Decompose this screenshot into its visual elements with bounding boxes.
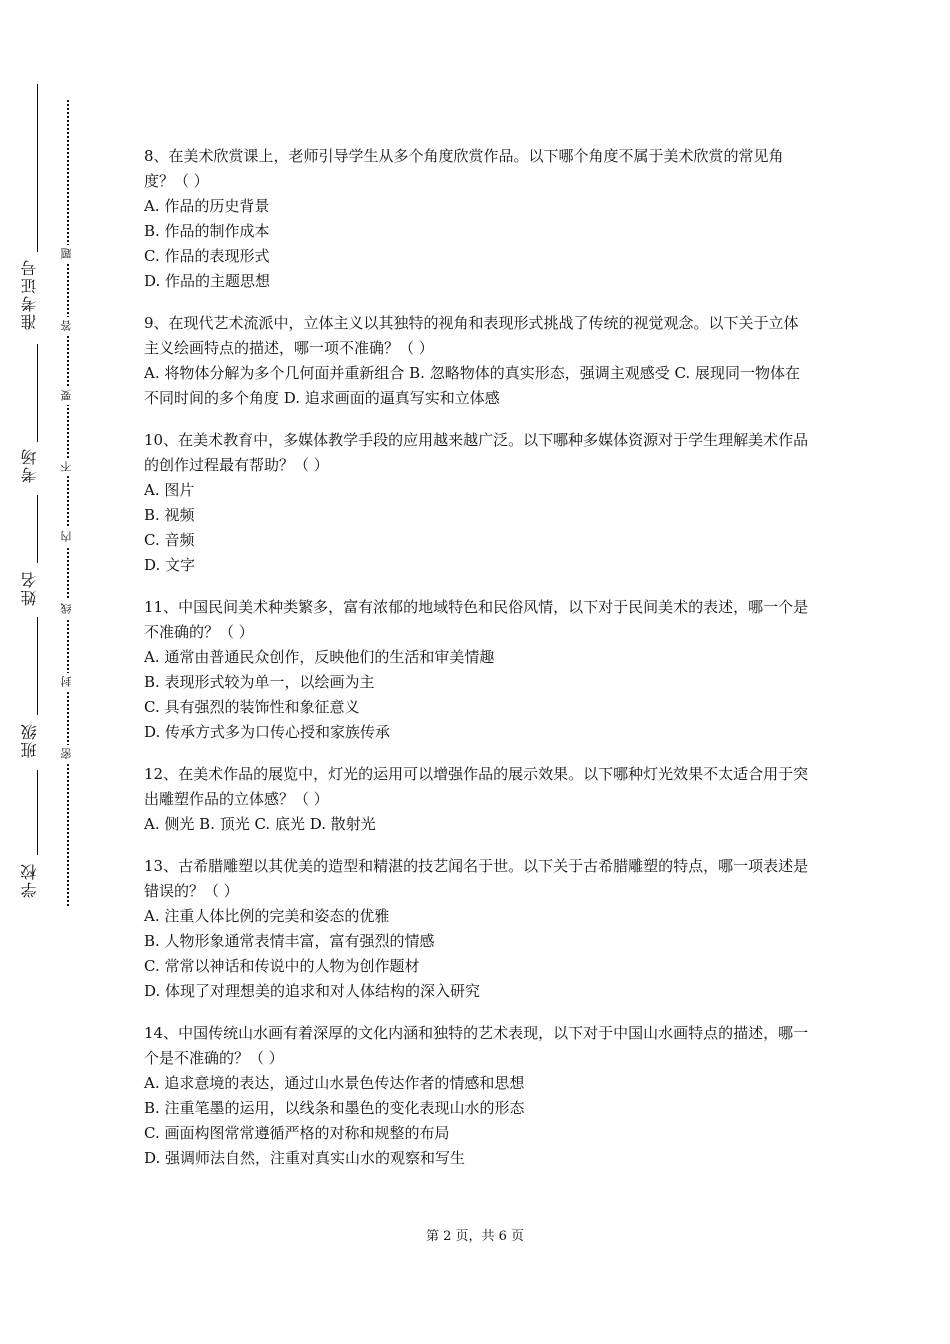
seal-char: 内 xyxy=(58,528,78,546)
exam-room-blank xyxy=(37,495,38,563)
ticket-number-label: 准考证号 xyxy=(20,258,39,330)
question-stem: 11、中国民间美术种类繁多，富有浓郁的地域特色和民俗风情，以下对于民间美术的表述，哪一个是不准确的？（ ） xyxy=(144,598,809,641)
question-11 xyxy=(144,595,809,745)
seal-char: 封 xyxy=(58,673,78,691)
option-a: A. 图片 xyxy=(144,481,195,499)
question-stem: 14、中国传统山水画有着深厚的文化内涵和独特的艺术表现，以下对于中国山水画特点的描述，哪一个是不准确的？（ ） xyxy=(144,1024,809,1067)
option-c: C. 常常以神话和传说中的人物为创作题材 xyxy=(144,957,420,975)
option-c: C. 音频 xyxy=(144,531,195,549)
name-label: 姓名 xyxy=(20,570,39,606)
seal-char: 题 xyxy=(58,245,78,263)
option-b: B. 作品的制作成本 xyxy=(144,222,270,240)
question-stem: 8、在美术欣赏课上，老师引导学生从多个角度欣赏作品。以下哪个角度不属于美术欣赏的常见角度？（ ） xyxy=(144,147,784,190)
exam-room-label: 考场 xyxy=(20,447,39,483)
option-b: B. 注重笔墨的运用，以线条和墨色的变化表现山水的形态 xyxy=(144,1099,525,1117)
option-a: A. 通常由普通民众创作，反映他们的生活和审美情趣 xyxy=(144,648,495,666)
question-stem: 10、在美术教育中，多媒体教学手段的应用越来越广泛。以下哪种多媒体资源对于学生理解美术作品的创作过程最有帮助？（ ） xyxy=(144,431,809,474)
option-b: B. 人物形象通常表情丰富，富有强烈的情感 xyxy=(144,932,435,950)
options-inline: A. 侧光 B. 顶光 C. 底光 D. 散射光 xyxy=(144,815,376,833)
seal-char: 答 xyxy=(58,317,78,335)
class-blank xyxy=(37,770,38,855)
question-stem: 13、古希腊雕塑以其优美的造型和精湛的技艺闻名于世。以下关于古希腊雕塑的特点，哪一项表述是错误的？（ ） xyxy=(144,857,809,900)
question-list xyxy=(144,144,809,1188)
options-inline: A. 将物体分解为多个几何面并重新组合 B. 忽略物体的真实形态，强调主观感受 C. 展现同一物体在不同时间的多个角度 D. 追求画面的逼真写实和立体感 xyxy=(144,364,800,407)
option-c: C. 作品的表现形式 xyxy=(144,247,270,265)
question-10 xyxy=(144,428,809,578)
question-14 xyxy=(144,1021,809,1171)
class-label: 班级 xyxy=(20,722,39,758)
seal-char: 密 xyxy=(58,745,78,763)
question-8 xyxy=(144,144,809,294)
option-b: B. 表现形式较为单一，以绘画为主 xyxy=(144,673,375,691)
question-12 xyxy=(144,762,809,837)
option-b: B. 视频 xyxy=(144,506,195,524)
seal-dotted-line xyxy=(67,100,69,906)
option-c: C. 具有强烈的装饰性和象征意义 xyxy=(144,698,360,716)
question-stem: 12、在美术作品的展览中，灯光的运用可以增强作品的展示效果。以下哪种灯光效果不太适合用于突出雕塑作品的立体感？（ ） xyxy=(144,765,809,808)
seal-char: 线 xyxy=(58,600,78,618)
name-blank xyxy=(37,617,38,715)
ticket-number-blank xyxy=(37,344,38,442)
binding-line-top xyxy=(37,84,38,252)
seal-char: 不 xyxy=(58,458,78,476)
option-d: D. 体现了对理想美的追求和对人体结构的深入研究 xyxy=(144,982,481,1000)
seal-char: 要 xyxy=(58,387,78,405)
question-13 xyxy=(144,854,809,1004)
question-stem: 9、在现代艺术流派中，立体主义以其独特的视角和表现形式挑战了传统的视觉观念。以下关于立体主义绘画特点的描述，哪一项不准确？（ ） xyxy=(144,314,799,357)
option-c: C. 画面构图常常遵循严格的对称和规整的布局 xyxy=(144,1124,450,1142)
page-number: 第 2 页，共 6 页 xyxy=(425,1229,525,1244)
option-d: D. 作品的主题思想 xyxy=(144,272,271,290)
option-a: A. 注重人体比例的完美和姿态的优雅 xyxy=(144,907,390,925)
question-9 xyxy=(144,311,809,411)
option-d: D. 文字 xyxy=(144,556,196,574)
school-label: 学校 xyxy=(20,862,39,898)
option-d: D. 传承方式多为口传心授和家族传承 xyxy=(144,723,391,741)
option-a: A. 作品的历史背景 xyxy=(144,197,270,215)
option-d: D. 强调师法自然，注重对真实山水的观察和写生 xyxy=(144,1149,466,1167)
option-a: A. 追求意境的表达，通过山水景色传达作者的情感和思想 xyxy=(144,1074,525,1092)
